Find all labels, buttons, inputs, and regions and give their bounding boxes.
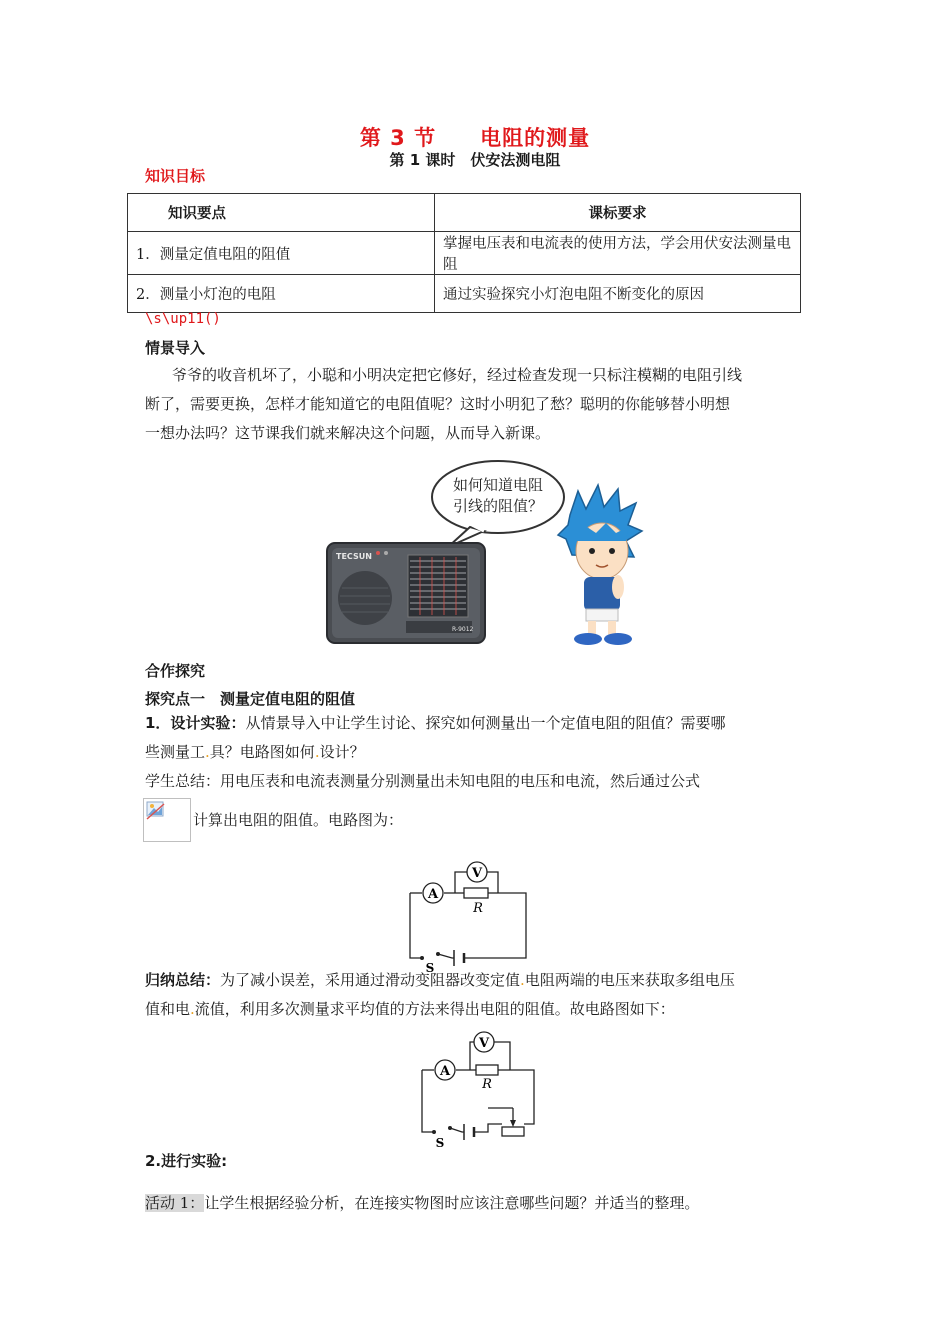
activity-text: 让学生根据经验分析，在连接实物图时应该注意哪些问题？并适当的整理。 — [204, 1194, 700, 1212]
broken-image-icon — [146, 801, 166, 821]
page-title: 第 3 节 电阻的测量 — [359, 126, 591, 150]
voltmeter-label: V — [471, 866, 483, 881]
design-text-2a: 些测量工 — [145, 743, 206, 761]
conclusion-line-2: 值和电.流值，利用多次测量求平均值的方法来得出电阻的阻值。故电路图如下： — [145, 1000, 675, 1018]
design-label: 1．设计实验： — [145, 714, 246, 732]
circuit-diagram-basic — [400, 850, 540, 975]
table-row — [128, 232, 801, 275]
summary-line-2: 计算出电阻的阻值。电路图为： — [193, 811, 404, 829]
cartoon-boy-image — [558, 485, 642, 645]
formula-image-placeholder — [143, 798, 191, 842]
design-line-2: 些测量工.具？电路图如何.设计？ — [145, 743, 365, 761]
speech-bubble — [432, 461, 564, 547]
conclusion-text-2b: 流值，利用多次测量求平均值的方法来得出电阻的阻值。故电路图如下： — [194, 1000, 675, 1018]
conclusion-text-1b: 电阻两端的电压来获取多组电压 — [524, 971, 735, 989]
explore-heading: 合作探究 — [145, 662, 206, 680]
activity-label: 活动 1： — [145, 1194, 205, 1212]
page-subtitle: 第 1 课时 伏安法测电阻 — [389, 151, 561, 169]
ammeter-label: A — [427, 887, 439, 902]
table-cell: 掌握电压表和电流表的使用方法，学会用伏安法测量电阻 — [435, 232, 801, 275]
activity-1-line — [145, 1189, 699, 1218]
scenario-line-3: 一想办法吗？这节课我们就来解决这个问题，从而导入新课。 — [145, 424, 551, 442]
resistor-label: R — [473, 901, 483, 916]
radio-brand: TECSUN — [336, 552, 372, 561]
bubble-line-2: 引线的阻值？ — [452, 497, 544, 515]
table-cell: 通过实验探究小灯泡电阻不断变化的原因 — [435, 275, 801, 313]
design-text-1: 从情景导入中让学生讨论、探究如何测量出一个定值电阻的阻值？需要哪 — [245, 714, 726, 732]
scenario-illustration — [320, 455, 650, 647]
table-cell: 1．测量定值电阻的阻值 — [128, 232, 435, 275]
table-header-row — [128, 194, 801, 232]
field-code-text: \s\up11() — [145, 311, 221, 327]
table-row — [128, 275, 801, 313]
switch-label: S — [425, 961, 435, 975]
conclusion-label: 归纳总结： — [145, 971, 221, 989]
summary-line-1: 学生总结：用电压表和电流表测量分别测量出未知电阻的电压和电流，然后通过公式 — [145, 772, 701, 790]
switch-label-2: S — [435, 1136, 445, 1150]
design-line-1 — [145, 709, 725, 738]
bubble-line-1: 如何知道电阻 — [452, 476, 544, 494]
conclusion-line-1: 归纳总结：为了减小误差，采用通过滑动变阻器改变定值.电阻两端的电压来获取多组电压 — [145, 971, 735, 989]
design-text-2c: 设计？ — [319, 743, 365, 761]
table-cell: 2．测量小灯泡的电阻 — [128, 275, 435, 313]
design-text-2b: 具？电路图如何 — [209, 743, 315, 761]
scenario-line-2: 断了，需要更换，怎样才能知道它的电阻值呢？这时小明犯了愁？聪明的你能够替小明想 — [145, 395, 731, 413]
radio-model: R-9012 — [452, 626, 474, 633]
experiment-heading: 2.进行实验: — [145, 1152, 228, 1170]
resistor-label-2: R — [482, 1077, 492, 1092]
radio-image — [327, 543, 485, 643]
explore-point-1: 探究点一 测量定值电阻的阻值 — [145, 690, 356, 708]
table-header-cell: 课标要求 — [435, 194, 801, 232]
knowledge-goals-heading: 知识目标 — [145, 167, 206, 185]
table-header-cell: 知识要点 — [128, 194, 435, 232]
scenario-line-1: 爷爷的收音机坏了，小聪和小明决定把它修好，经过检查发现一只标注模糊的电阻引线 — [172, 366, 743, 384]
voltmeter-label-2: V — [478, 1036, 490, 1051]
scenario-heading: 情景导入 — [145, 339, 206, 357]
conclusion-text-1a: 为了减小误差，采用通过滑动变阻器改变定值 — [220, 971, 521, 989]
ammeter-label-2: A — [439, 1064, 451, 1079]
knowledge-goals-table — [127, 193, 801, 313]
conclusion-text-2a: 值和电 — [145, 1000, 191, 1018]
circuit-diagram-rheostat — [412, 1028, 552, 1150]
